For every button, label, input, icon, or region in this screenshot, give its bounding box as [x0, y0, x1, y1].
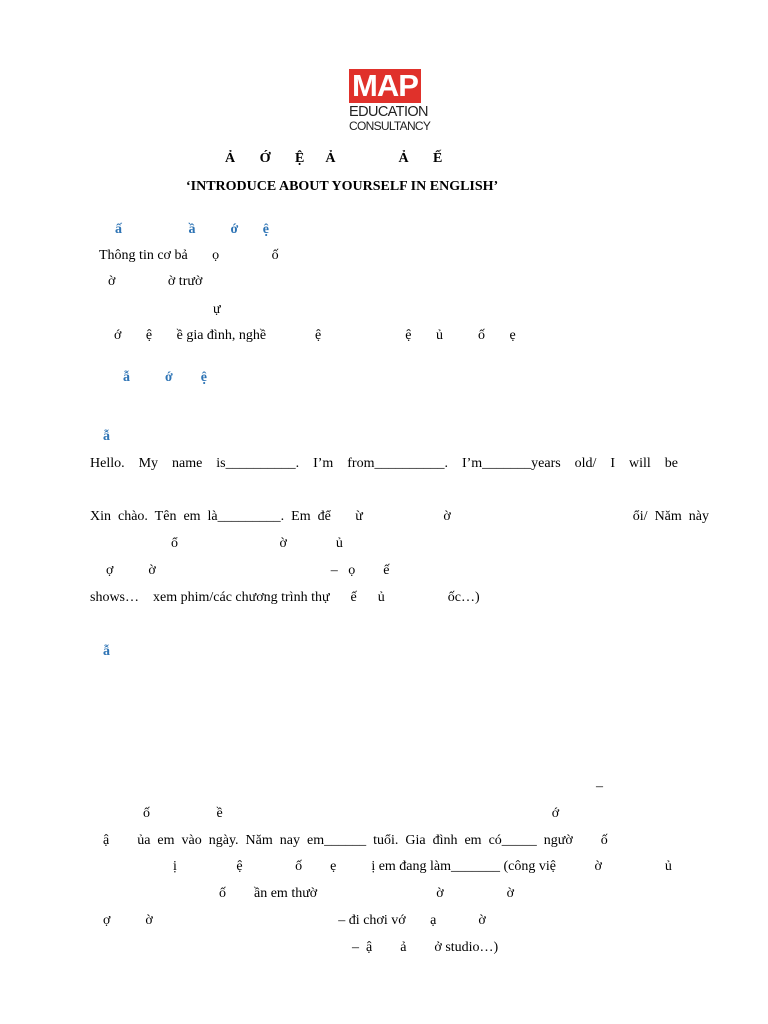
vietnamese-title: Ả Ớ Ệ Ả Ả Ế	[225, 151, 443, 166]
company-logo	[349, 68, 431, 133]
sample2-line-2: ậ ủa em vào ngày. Năm nay em______ tuổi. Gia đình em có_____ ngườ ố	[103, 833, 608, 848]
sample1-label: ẫ	[103, 429, 110, 444]
logo-consultancy-text: CONSULTANCY	[349, 119, 431, 133]
sample2-dash: –	[596, 779, 603, 794]
logo-map-text: MAP	[349, 69, 421, 103]
sample1-vietnamese-line-3: ợ ờ – ọ ế	[106, 563, 390, 578]
sample2-line-3: ị ệ ố ẹ ị em đang làm_______ (công việ ờ ủ	[173, 859, 672, 874]
sample2-line-5: ợ ờ – đi chơi vớ ạ ờ	[103, 913, 486, 928]
sample1-english-line: Hello. My name is__________. I’m from__________. I’m_______years old/ I will be	[90, 456, 678, 471]
sample2-label: ẫ	[103, 644, 110, 659]
sample2-line-4: ố ần em thườ ờ ờ	[219, 886, 515, 901]
logo-education-text: EDUCATION	[349, 104, 428, 120]
section1-line-4: ớ ệ ề gia đình, nghề ệ ệ ủ ố ẹ	[114, 328, 516, 343]
section1-line-2: ờ ờ trườ	[108, 274, 203, 289]
sample1-vietnamese-line-4: shows… xem phim/các chương trình thự ế ủ ốc…)	[90, 590, 480, 605]
sample2-line-6: – ậ ả ở studio…)	[352, 940, 499, 955]
sample2-line-1: ố ề ớ	[143, 806, 560, 821]
section1-heading: ấ ầ ớ ệ	[115, 222, 269, 237]
sample1-vietnamese-line-2: ổ ờ ủ	[171, 536, 343, 551]
english-title: ‘INTRODUCE ABOUT YOURSELF IN ENGLISH’	[186, 179, 499, 194]
section1-line-1: Thông tin cơ bả ọ ố	[99, 248, 279, 263]
section2-heading: ẫ ớ ệ	[123, 370, 207, 385]
section1-line-3: ự	[213, 302, 221, 317]
sample1-vietnamese-line-1: Xin chào. Tên em là_________. Em để ừ ờ ổi/ Năm này	[90, 509, 710, 524]
